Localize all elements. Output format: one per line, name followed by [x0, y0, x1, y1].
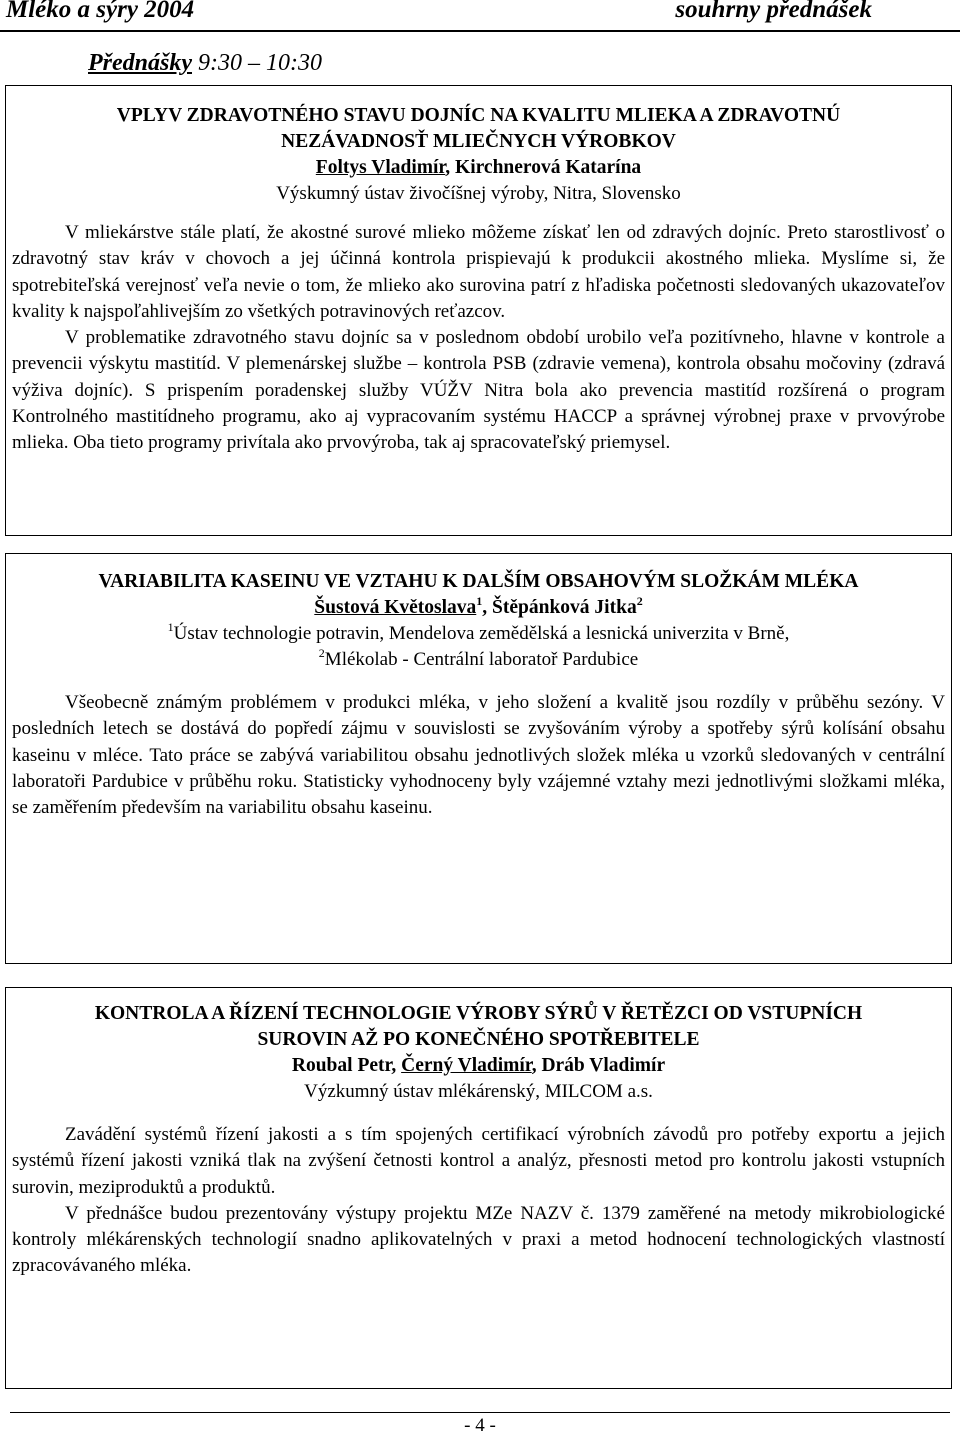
- author-separator: ,: [391, 1055, 402, 1076]
- affiliation-mark: 1: [167, 620, 174, 634]
- abstract-box-1: [5, 85, 952, 536]
- abstract-authors: [12, 155, 945, 181]
- abstract-title-line: SUROVIN AŽ PO KONEČNÉHO SPOTŘEBITELE: [257, 1029, 700, 1050]
- presenting-author: Šustová Květoslava: [314, 597, 477, 618]
- abstract-institute: Výzkumný ústav mlékárenský, MILCOM a.s.: [304, 1081, 653, 1102]
- co-author: Dráb Vladimír: [541, 1055, 666, 1076]
- presenting-author: Černý Vladimír: [401, 1055, 532, 1076]
- abstract-paragraph: V mliekárstve stále platí, že akostné surové mlieko môžeme získať len od zdravých dojníc. Preto starostlivosť o zdravotný stav kráv v chovoch a jej účinná kontrola prispievajú k produkcii akostného mlieka. Myslíme si, že spotrebiteľská verejnosť veľa nevie o tom, že mlieko ako surovina patrí z hľadiska početnosti sledovaných ukazovateľov kvality k najspoľahlivejším zo všetkých potravinových reťazcov.: [12, 222, 945, 322]
- author-separator: ,: [531, 1055, 542, 1076]
- abstract-title-line: NEZÁVADNOSŤ MLIEČNYCH VÝROBKOV: [281, 131, 676, 152]
- abstract-title: VARIABILITA KASEINU VE VZTAHU K DALŠÍM OBSAHOVÝM SLOŽKÁM MLÉKA: [98, 571, 859, 592]
- presenting-author: Foltys Vladimír: [315, 157, 446, 178]
- affiliation-mark: 2: [636, 594, 643, 608]
- institute-name: Mlékolab - Centrální laboratoř Pardubice: [324, 649, 639, 670]
- co-author: Štěpánková Jitka: [492, 597, 637, 618]
- abstract-institute: Výskumný ústav živočíšnej výroby, Nitra, Slovensko: [276, 183, 681, 204]
- co-author: Roubal Petr: [291, 1055, 392, 1076]
- institute-name: Ústav technologie potravin, Mendelova zemědělská a lesnická univerzita v Brně,: [173, 623, 790, 644]
- abstract-title-line: VPLYV ZDRAVOTNÉHO STAVU DOJNÍC NA KVALITU MLIEKA A ZDRAVOTNÚ: [116, 105, 841, 126]
- header-rule: [0, 30, 960, 32]
- session-label: Přednášky: [88, 50, 192, 76]
- abstract-paragraph: Všeobecně známým problémem v produkci mléka, v jeho složení a kvalitě jsou rozdíly v průběhu sezóny. V posledních letech se dostává do popředí zájmu v souvislosti se zvyšováním výroby a spotřeby sýrů kolísání obsahu kaseinu v mléce. Tato práce se zabývá variabilitou obsahu jednotlivých složek mléka u vzorků sledovaných v centrální laboratoři Pardubice v průběhu roku. Statisticky vyhodnoceny byly vzájemné vztahy mezi jednotlivými složkami mléka, se zaměřením především na variabilitu obsahu kaseinu.: [12, 692, 945, 819]
- page-header: [0, 0, 960, 32]
- abstract-box-3: [5, 987, 952, 1389]
- author-separator: ,: [482, 597, 493, 618]
- section-title: souhrny přednášek: [675, 0, 872, 23]
- abstract-paragraph: Zavádění systémů řízení jakosti a s tím spojených certifikací výrobních závodů pro potřeby exportu a jejich systémů řízení jakosti vzniká tlak na zvýšení četnosti kontrol a analýz, přesnosti metod pro kontrolu jakosti vstupních surovin, meziproduktů a produktů.: [12, 1124, 945, 1198]
- footer-rule: [10, 1412, 950, 1413]
- affiliation-mark: 2: [318, 646, 325, 660]
- page-number: - 4 -: [464, 1415, 496, 1436]
- abstract-paragraph: V problematike zdravotného stavu dojníc sa v poslednom období urobilo veľa pozitívneho, hlavne v kontrole a prevencii výskytu mastitíd. V plemenárskej službe – kontrola PSB (zdravie vemena), kontrola obsahu močoviny (zdravá výživa dojníc). S prispením poradenskej služby VÚŽV Nitra bola ako prevencia mastitíd rozšírená o program Kontrolného mastitídneho programu, ako aj vypracovaním systému HACCP a správnej výrobnej praxe v prvovýrobe mlieka. Oba tieto programy privítala ako prvovýroba, tak aj spracovateľský priemysel.: [12, 327, 945, 454]
- session-time: 9:30 – 10:30: [192, 50, 322, 76]
- session-heading: [88, 50, 322, 77]
- abstract-title-line: KONTROLA A ŘÍZENÍ TECHNOLOGIE VÝROBY SÝRŮ V ŘETĚZCI OD VSTUPNÍCH: [94, 1003, 863, 1024]
- abstract-authors: [12, 595, 945, 621]
- abstract-institute: [12, 647, 945, 673]
- proceedings-title: Mléko a sýry 2004: [6, 0, 195, 23]
- co-authors: , Kirchnerová Katarína: [445, 157, 642, 178]
- abstract-box-2: [5, 553, 952, 964]
- abstract-authors: [12, 1053, 945, 1079]
- abstract-paragraph: V přednášce budou prezentovány výstupy projektu MZe NAZV č. 1379 zaměřené na metody mikrobiologické kontroly mlékárenských technologií snadno aplikovatelných v praxi a metod hodnocení technologických vlastností zpracovávaného mléka.: [12, 1202, 945, 1277]
- affiliation-mark: 1: [476, 594, 483, 608]
- abstract-institute: [12, 621, 945, 647]
